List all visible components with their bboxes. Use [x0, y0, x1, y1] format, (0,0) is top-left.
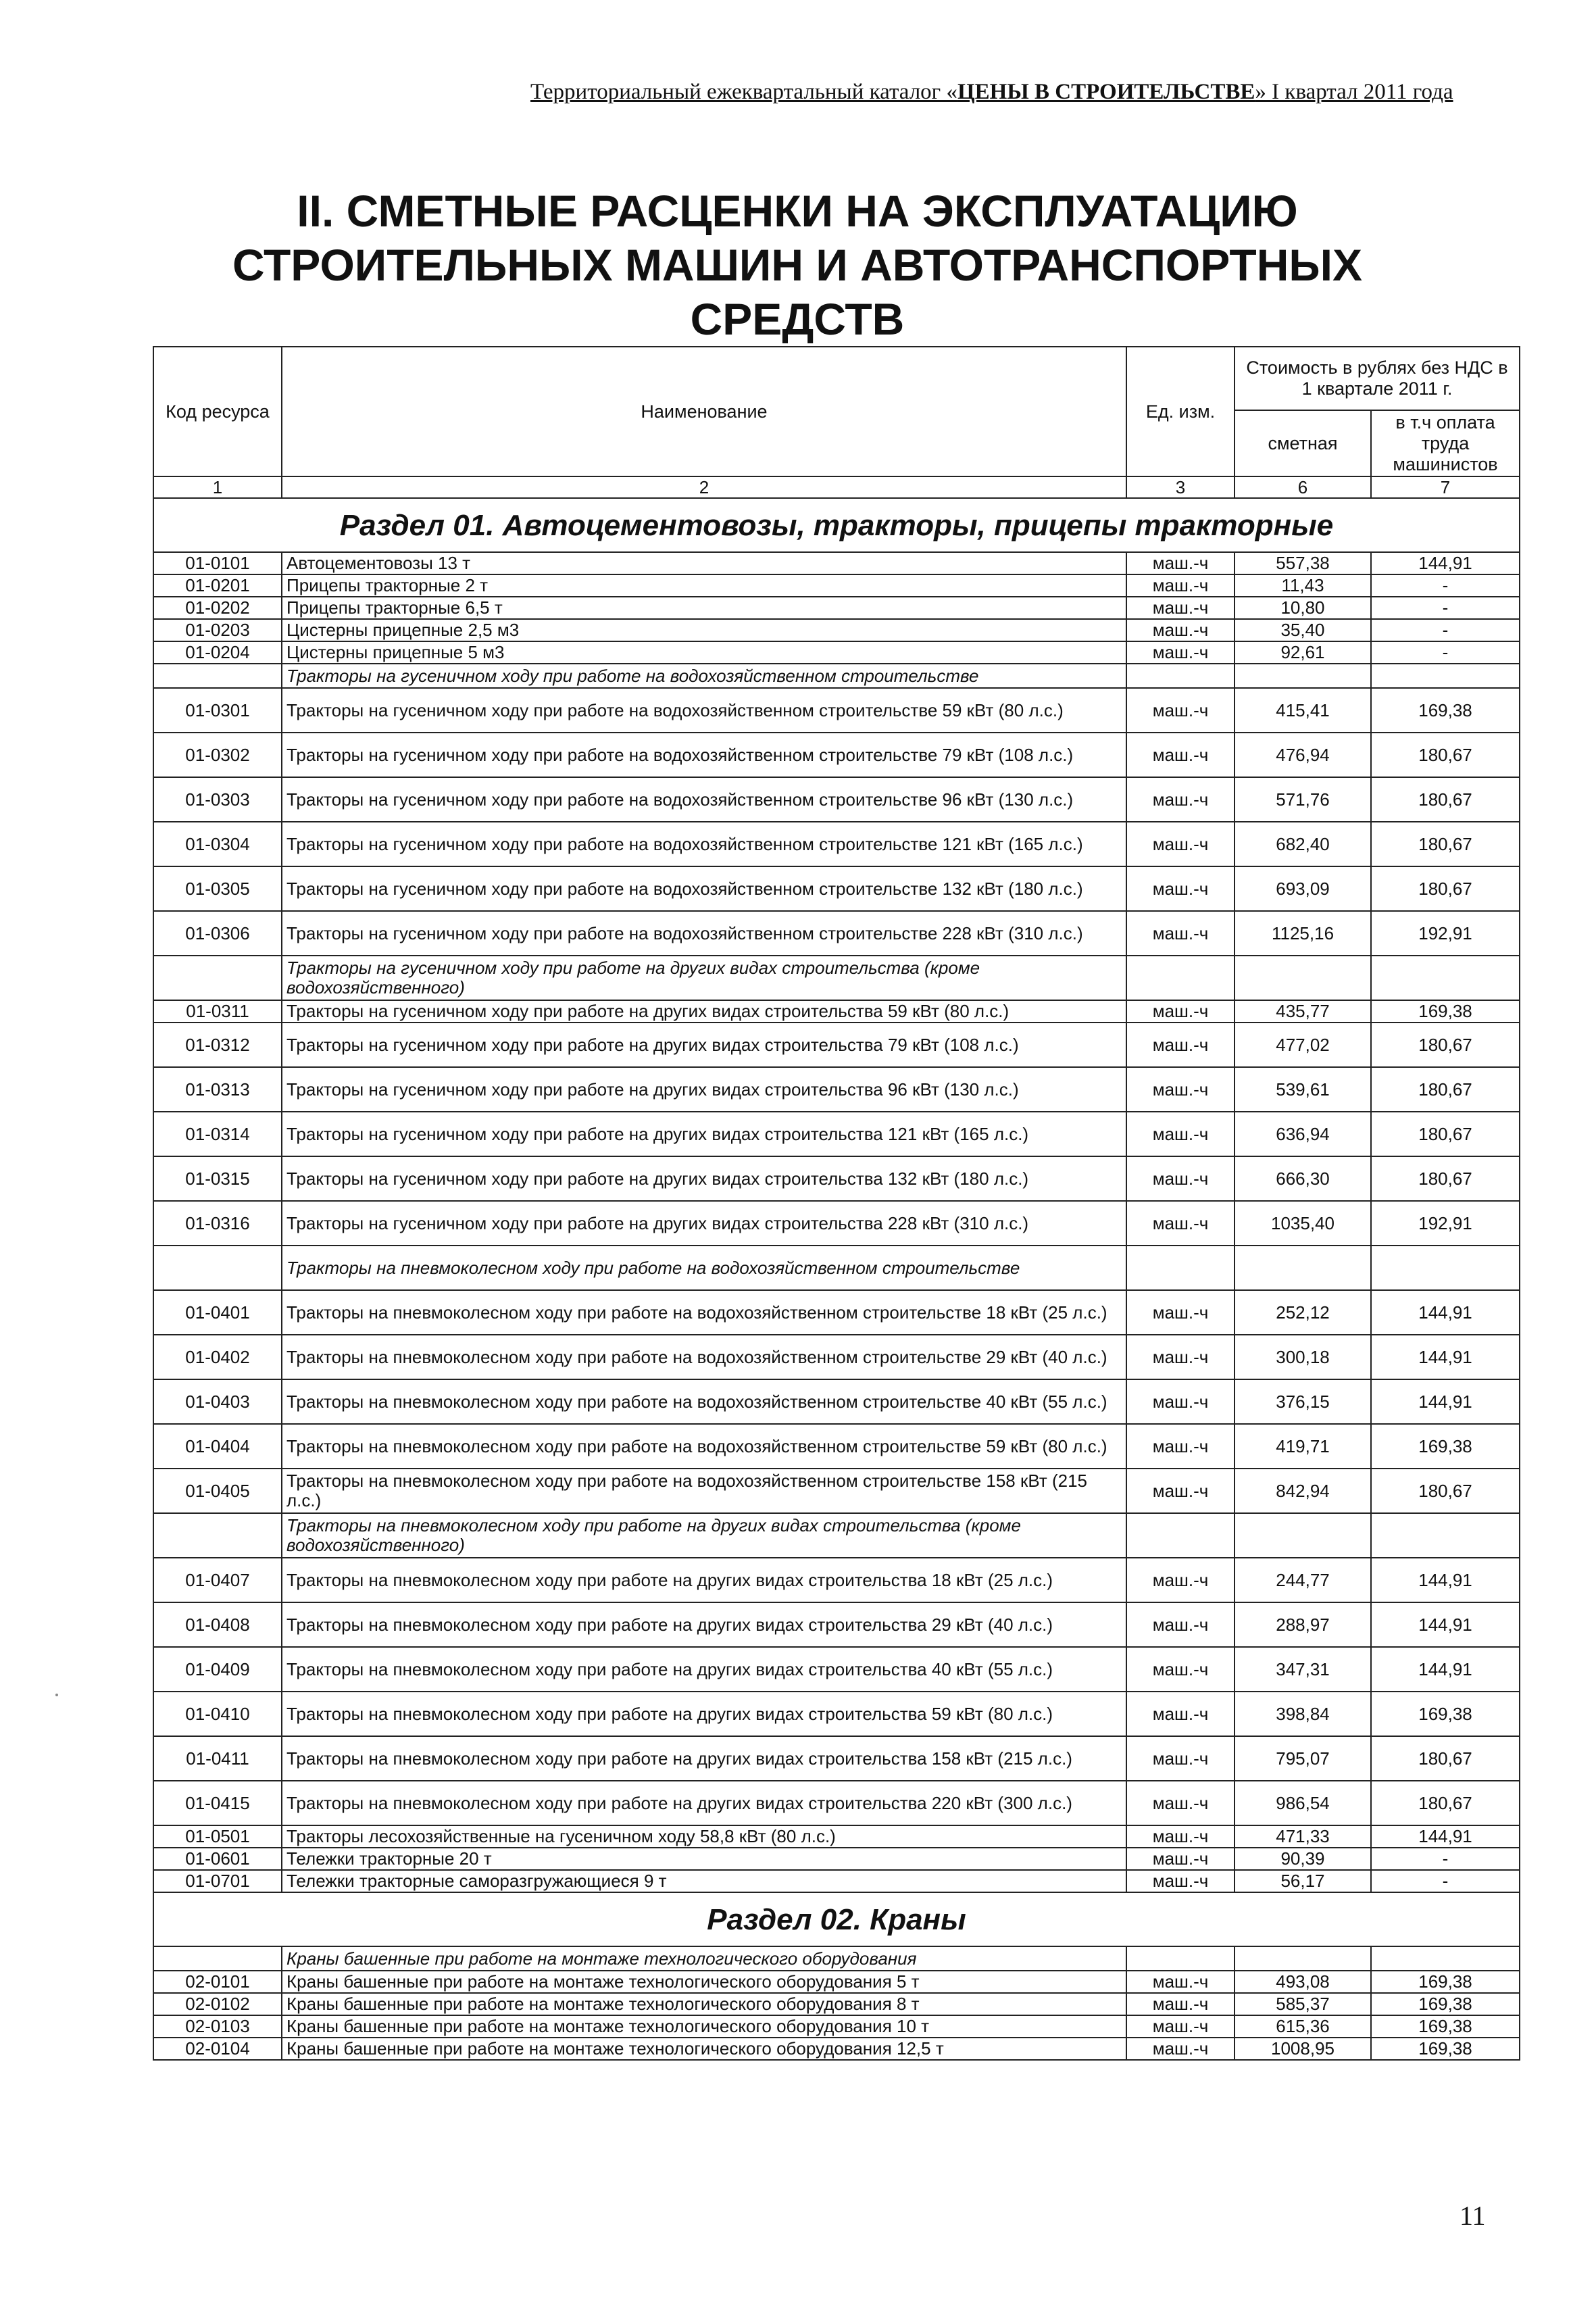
- unit: маш.-ч: [1126, 1156, 1235, 1201]
- estimate-price: 11,43: [1235, 574, 1371, 597]
- resource-name: Тракторы на пневмоколесном ходу при работе на водохозяйственном строительстве 29 кВт (40 л.с.): [282, 1335, 1126, 1379]
- table-row: [153, 1825, 1520, 1848]
- estimate-price: 92,61: [1235, 641, 1371, 664]
- resource-name: Тракторы на гусеничном ходу при работе на других видах строительства 228 кВт (310 л.с.): [282, 1201, 1126, 1246]
- unit: маш.-ч: [1126, 1870, 1235, 1892]
- labor-cost: 144,91: [1371, 552, 1520, 574]
- table-row: [153, 688, 1520, 733]
- resource-name: Тракторы на гусеничном ходу при работе на водохозяйственном строительстве 59 кВт (80 л.с.): [282, 688, 1126, 733]
- resource-name: Автоцементовозы 13 т: [282, 552, 1126, 574]
- unit: маш.-ч: [1126, 777, 1235, 822]
- resource-code: 01-0203: [153, 619, 282, 641]
- unit: маш.-ч: [1126, 1469, 1235, 1513]
- resource-name: Тракторы на гусеничном ходу при работе на водохозяйственном строительстве 132 кВт (180 л.с.): [282, 866, 1126, 911]
- unit: маш.-ч: [1126, 1023, 1235, 1067]
- resource-name: Тракторы на пневмоколесном ходу при работе на водохозяйственном строительстве 59 кВт (80 л.с.): [282, 1424, 1126, 1469]
- labor-cost: 169,38: [1371, 1971, 1520, 1993]
- unit: маш.-ч: [1126, 1290, 1235, 1335]
- table-row: [153, 1848, 1520, 1870]
- subgroup-empty-cell: [1235, 664, 1371, 688]
- header-cost-group: Стоимость в рублях без НДС в 1 квартале 2011 г.: [1235, 347, 1520, 410]
- header-unit: Ед. изм.: [1126, 347, 1235, 476]
- labor-cost: -: [1371, 641, 1520, 664]
- table-row: [153, 2038, 1520, 2060]
- table-row: [153, 1558, 1520, 1602]
- col-number: 3: [1126, 476, 1235, 498]
- resource-name: Краны башенные при работе на монтаже технологического оборудования 8 т: [282, 1993, 1126, 2015]
- table-row: [153, 1335, 1520, 1379]
- resource-code: 01-0306: [153, 911, 282, 956]
- unit: маш.-ч: [1126, 552, 1235, 574]
- labor-cost: 192,91: [1371, 1201, 1520, 1246]
- resource-name: Тракторы на гусеничном ходу при работе на водохозяйственном строительстве 121 кВт (165 л.с.): [282, 822, 1126, 866]
- resource-code: 01-0701: [153, 1870, 282, 1892]
- subgroup-empty-cell: [1371, 1513, 1520, 1558]
- resource-name: Тракторы на гусеничном ходу при работе на других видах строительства 96 кВт (130 л.с.): [282, 1067, 1126, 1112]
- unit: маш.-ч: [1126, 1848, 1235, 1870]
- labor-cost: 192,91: [1371, 911, 1520, 956]
- unit: маш.-ч: [1126, 1993, 1235, 2015]
- header-name: Наименование: [282, 347, 1126, 476]
- table-row: [153, 1023, 1520, 1067]
- estimate-price: 1125,16: [1235, 911, 1371, 956]
- resource-code: 01-0303: [153, 777, 282, 822]
- table-row: [153, 1379, 1520, 1424]
- unit: маш.-ч: [1126, 1558, 1235, 1602]
- labor-cost: -: [1371, 1870, 1520, 1892]
- labor-cost: 180,67: [1371, 1156, 1520, 1201]
- unit: маш.-ч: [1126, 574, 1235, 597]
- table-row: [153, 1469, 1520, 1513]
- subgroup-empty-cell: [1126, 1246, 1235, 1290]
- resource-name: Краны башенные при работе на монтаже технологического оборудования 5 т: [282, 1971, 1126, 1993]
- resource-code: 01-0408: [153, 1602, 282, 1647]
- table-row: [153, 1201, 1520, 1246]
- subgroup-empty-cell: [153, 1246, 282, 1290]
- unit: маш.-ч: [1126, 597, 1235, 619]
- subgroup-row: [153, 1946, 1520, 1971]
- estimate-price: 415,41: [1235, 688, 1371, 733]
- unit: маш.-ч: [1126, 1112, 1235, 1156]
- estimate-price: 435,77: [1235, 1000, 1371, 1023]
- resource-name: Тракторы на пневмоколесном ходу при работе на других видах строительства 18 кВт (25 л.с.): [282, 1558, 1126, 1602]
- subgroup-empty-cell: [1235, 1513, 1371, 1558]
- subgroup-title: Тракторы на пневмоколесном ходу при работе на водохозяйственном строительстве: [282, 1246, 1126, 1290]
- subgroup-empty-cell: [1371, 1946, 1520, 1971]
- table-row: [153, 641, 1520, 664]
- estimate-price: 986,54: [1235, 1781, 1371, 1825]
- resource-code: 01-0403: [153, 1379, 282, 1424]
- estimate-price: 682,40: [1235, 822, 1371, 866]
- resource-code: 01-0501: [153, 1825, 282, 1848]
- table-row: [153, 866, 1520, 911]
- resource-code: 01-0311: [153, 1000, 282, 1023]
- unit: маш.-ч: [1126, 2038, 1235, 2060]
- estimate-price: 1035,40: [1235, 1201, 1371, 1246]
- unit: маш.-ч: [1126, 2015, 1235, 2038]
- subgroup-empty-cell: [1126, 664, 1235, 688]
- labor-cost: 169,38: [1371, 1424, 1520, 1469]
- resource-code: 01-0201: [153, 574, 282, 597]
- labor-cost: 180,67: [1371, 1067, 1520, 1112]
- resource-name: Тележки тракторные саморазгружающиеся 9 т: [282, 1870, 1126, 1892]
- estimate-price: 636,94: [1235, 1112, 1371, 1156]
- resource-name: Тракторы на гусеничном ходу при работе на других видах строительства 59 кВт (80 л.с.): [282, 1000, 1126, 1023]
- resource-code: 01-0601: [153, 1848, 282, 1870]
- header-labor: в т.ч оплата труда машинистов: [1371, 410, 1520, 476]
- unit: маш.-ч: [1126, 1067, 1235, 1112]
- resource-code: 02-0104: [153, 2038, 282, 2060]
- page-number: 11: [1460, 2200, 1486, 2231]
- subgroup-empty-cell: [1235, 956, 1371, 1000]
- resource-name: Тракторы на пневмоколесном ходу при работе на водохозяйственном строительстве 40 кВт (55 л.с.): [282, 1379, 1126, 1424]
- resource-code: 01-0410: [153, 1692, 282, 1736]
- labor-cost: 180,67: [1371, 1781, 1520, 1825]
- unit: маш.-ч: [1126, 1825, 1235, 1848]
- table-row: [153, 1647, 1520, 1692]
- subgroup-title: Тракторы на гусеничном ходу при работе на водохозяйственном строительстве: [282, 664, 1126, 688]
- estimate-price: 244,77: [1235, 1558, 1371, 1602]
- estimate-price: 795,07: [1235, 1736, 1371, 1781]
- subgroup-empty-cell: [1371, 956, 1520, 1000]
- unit: маш.-ч: [1126, 822, 1235, 866]
- resource-code: 01-0301: [153, 688, 282, 733]
- resource-name: Прицепы тракторные 6,5 т: [282, 597, 1126, 619]
- resource-name: Тракторы на пневмоколесном ходу при работе на других видах строительства 29 кВт (40 л.с.): [282, 1602, 1126, 1647]
- labor-cost: 144,91: [1371, 1825, 1520, 1848]
- header-code: Код ресурса: [153, 347, 282, 476]
- col-number: 7: [1371, 476, 1520, 498]
- resource-code: 01-0312: [153, 1023, 282, 1067]
- estimate-price: 493,08: [1235, 1971, 1371, 1993]
- table-row: [153, 574, 1520, 597]
- resource-name: Тракторы на гусеничном ходу при работе на других видах строительства 79 кВт (108 л.с.): [282, 1023, 1126, 1067]
- table-row: [153, 911, 1520, 956]
- resource-code: 01-0302: [153, 733, 282, 777]
- labor-cost: 180,67: [1371, 1112, 1520, 1156]
- table-row: [153, 1067, 1520, 1112]
- subgroup-title: Тракторы на гусеничном ходу при работе на других видах строительства (кроме водохозяйственного): [282, 956, 1126, 1000]
- labor-cost: 169,38: [1371, 1993, 1520, 2015]
- section-header-row: [153, 1892, 1520, 1946]
- table-row: [153, 597, 1520, 619]
- subgroup-empty-cell: [1235, 1246, 1371, 1290]
- estimate-price: 300,18: [1235, 1335, 1371, 1379]
- resource-name: Тракторы на пневмоколесном ходу при работе на водохозяйственном строительстве 18 кВт (25 л.с.): [282, 1290, 1126, 1335]
- labor-cost: -: [1371, 597, 1520, 619]
- estimate-price: 615,36: [1235, 2015, 1371, 2038]
- estimate-price: 376,15: [1235, 1379, 1371, 1424]
- table-row: [153, 1971, 1520, 1993]
- labor-cost: 180,67: [1371, 1469, 1520, 1513]
- table-row: [153, 822, 1520, 866]
- subgroup-row: [153, 664, 1520, 688]
- estimate-price: 398,84: [1235, 1692, 1371, 1736]
- labor-cost: 144,91: [1371, 1290, 1520, 1335]
- labor-cost: 169,38: [1371, 688, 1520, 733]
- resource-name: Тракторы на гусеничном ходу при работе на водохозяйственном строительстве 96 кВт (130 л.с.): [282, 777, 1126, 822]
- resource-name: Тракторы на пневмоколесном ходу при работе на других видах строительства 59 кВт (80 л.с.): [282, 1692, 1126, 1736]
- estimate-price: 477,02: [1235, 1023, 1371, 1067]
- unit: маш.-ч: [1126, 619, 1235, 641]
- resource-name: Тракторы на пневмоколесном ходу при работе на других видах строительства 158 кВт (215 л.с.): [282, 1736, 1126, 1781]
- labor-cost: 169,38: [1371, 2038, 1520, 2060]
- rates-body: [153, 498, 1520, 2060]
- resource-code: 01-0407: [153, 1558, 282, 1602]
- subgroup-empty-cell: [1126, 956, 1235, 1000]
- resource-code: 02-0103: [153, 2015, 282, 2038]
- estimate-price: 557,38: [1235, 552, 1371, 574]
- table-row: [153, 777, 1520, 822]
- resource-code: 02-0102: [153, 1993, 282, 2015]
- resource-code: 02-0101: [153, 1971, 282, 1993]
- estimate-price: 90,39: [1235, 1848, 1371, 1870]
- estimate-price: 539,61: [1235, 1067, 1371, 1112]
- resource-name: Тележки тракторные 20 т: [282, 1848, 1126, 1870]
- estimate-price: 693,09: [1235, 866, 1371, 911]
- estimate-price: 585,37: [1235, 1993, 1371, 2015]
- resource-name: Цистерны прицепные 2,5 м3: [282, 619, 1126, 641]
- col-number: 2: [282, 476, 1126, 498]
- labor-cost: -: [1371, 1848, 1520, 1870]
- estimate-price: 476,94: [1235, 733, 1371, 777]
- resource-code: 01-0409: [153, 1647, 282, 1692]
- resource-name: Тракторы на гусеничном ходу при работе на других видах строительства 132 кВт (180 л.с.): [282, 1156, 1126, 1201]
- labor-cost: -: [1371, 619, 1520, 641]
- table-row: [153, 1424, 1520, 1469]
- header-estimate: сметная: [1235, 410, 1371, 476]
- header-period: » I квартал 2011 года: [1255, 80, 1453, 104]
- scan-speck: [55, 1694, 58, 1696]
- header-catalog-name: ЦЕНЫ В СТРОИТЕЛЬСТВЕ: [957, 80, 1255, 104]
- labor-cost: 144,91: [1371, 1558, 1520, 1602]
- resource-code: 01-0101: [153, 552, 282, 574]
- unit: маш.-ч: [1126, 1736, 1235, 1781]
- resource-name: Прицепы тракторные 2 т: [282, 574, 1126, 597]
- labor-cost: 180,67: [1371, 866, 1520, 911]
- labor-cost: 180,67: [1371, 822, 1520, 866]
- resource-code: 01-0202: [153, 597, 282, 619]
- estimate-price: 666,30: [1235, 1156, 1371, 1201]
- unit: маш.-ч: [1126, 1781, 1235, 1825]
- section-title: Раздел 02. Краны: [153, 1892, 1520, 1946]
- estimate-price: 252,12: [1235, 1290, 1371, 1335]
- estimate-price: 419,71: [1235, 1424, 1371, 1469]
- labor-cost: 144,91: [1371, 1647, 1520, 1692]
- table-row: [153, 619, 1520, 641]
- labor-cost: 144,91: [1371, 1602, 1520, 1647]
- labor-cost: 180,67: [1371, 777, 1520, 822]
- subgroup-empty-cell: [153, 664, 282, 688]
- labor-cost: 169,38: [1371, 1000, 1520, 1023]
- table-row: [153, 1000, 1520, 1023]
- subgroup-empty-cell: [1371, 1246, 1520, 1290]
- subgroup-empty-cell: [153, 956, 282, 1000]
- estimate-price: 1008,95: [1235, 2038, 1371, 2060]
- unit: маш.-ч: [1126, 1971, 1235, 1993]
- labor-cost: 169,38: [1371, 1692, 1520, 1736]
- unit: маш.-ч: [1126, 1000, 1235, 1023]
- resource-code: 01-0405: [153, 1469, 282, 1513]
- resource-code: 01-0404: [153, 1424, 282, 1469]
- resource-code: 01-0313: [153, 1067, 282, 1112]
- col-number: 6: [1235, 476, 1371, 498]
- subgroup-row: [153, 1513, 1520, 1558]
- table-row: [153, 1993, 1520, 2015]
- unit: маш.-ч: [1126, 1201, 1235, 1246]
- table-row: [153, 1870, 1520, 1892]
- table-row: [153, 1692, 1520, 1736]
- subgroup-title: Тракторы на пневмоколесном ходу при работе на других видах строительства (кроме водохозяйственного): [282, 1513, 1126, 1558]
- table-row: [153, 2015, 1520, 2038]
- subgroup-empty-cell: [153, 1946, 282, 1971]
- subgroup-empty-cell: [1371, 664, 1520, 688]
- resource-code: 01-0411: [153, 1736, 282, 1781]
- col-number: 1: [153, 476, 282, 498]
- unit: маш.-ч: [1126, 688, 1235, 733]
- resource-code: 01-0316: [153, 1201, 282, 1246]
- estimate-price: 347,31: [1235, 1647, 1371, 1692]
- unit: маш.-ч: [1126, 1335, 1235, 1379]
- resource-code: 01-0314: [153, 1112, 282, 1156]
- subgroup-title: Краны башенные при работе на монтаже технологического оборудования: [282, 1946, 1126, 1971]
- resource-code: 01-0305: [153, 866, 282, 911]
- section-header-row: [153, 498, 1520, 552]
- table-row: [153, 1290, 1520, 1335]
- resource-name: Краны башенные при работе на монтаже технологического оборудования 10 т: [282, 2015, 1126, 2038]
- resource-name: Тракторы на гусеничном ходу при работе на других видах строительства 121 кВт (165 л.с.): [282, 1112, 1126, 1156]
- estimate-price: 471,33: [1235, 1825, 1371, 1848]
- resource-name: Краны башенные при работе на монтаже технологического оборудования 12,5 т: [282, 2038, 1126, 2060]
- rates-table: [153, 346, 1520, 2061]
- table-row: [153, 552, 1520, 574]
- resource-code: 01-0415: [153, 1781, 282, 1825]
- resource-code: 01-0304: [153, 822, 282, 866]
- labor-cost: 144,91: [1371, 1379, 1520, 1424]
- table-row: [153, 1156, 1520, 1201]
- resource-name: Тракторы на гусеничном ходу при работе на водохозяйственном строительстве 79 кВт (108 л.с.): [282, 733, 1126, 777]
- unit: маш.-ч: [1126, 733, 1235, 777]
- table-row: [153, 1602, 1520, 1647]
- estimate-price: 35,40: [1235, 619, 1371, 641]
- subgroup-empty-cell: [1235, 1946, 1371, 1971]
- unit: маш.-ч: [1126, 1379, 1235, 1424]
- estimate-price: 10,80: [1235, 597, 1371, 619]
- labor-cost: 180,67: [1371, 1736, 1520, 1781]
- resource-name: Тракторы на гусеничном ходу при работе на водохозяйственном строительстве 228 кВт (310 л.с.): [282, 911, 1126, 956]
- resource-name: Тракторы на пневмоколесном ходу при работе на других видах строительства 220 кВт (300 л.с.): [282, 1781, 1126, 1825]
- section-title: Раздел 01. Автоцементовозы, тракторы, прицепы тракторные: [153, 498, 1520, 552]
- labor-cost: 169,38: [1371, 2015, 1520, 2038]
- estimate-price: 288,97: [1235, 1602, 1371, 1647]
- labor-cost: 144,91: [1371, 1335, 1520, 1379]
- unit: маш.-ч: [1126, 866, 1235, 911]
- header-text: Территориальный ежеквартальный каталог «: [530, 80, 957, 104]
- estimate-price: 842,94: [1235, 1469, 1371, 1513]
- resource-code: 01-0315: [153, 1156, 282, 1201]
- table-row: [153, 1781, 1520, 1825]
- labor-cost: 180,67: [1371, 733, 1520, 777]
- table-row: [153, 733, 1520, 777]
- resource-code: 01-0401: [153, 1290, 282, 1335]
- unit: маш.-ч: [1126, 1602, 1235, 1647]
- labor-cost: 180,67: [1371, 1023, 1520, 1067]
- page-header: [530, 80, 1503, 105]
- subgroup-row: [153, 1246, 1520, 1290]
- unit: маш.-ч: [1126, 1692, 1235, 1736]
- resource-name: Тракторы лесохозяйственные на гусеничном ходу 58,8 кВт (80 л.с.): [282, 1825, 1126, 1848]
- unit: маш.-ч: [1126, 1424, 1235, 1469]
- unit: маш.-ч: [1126, 641, 1235, 664]
- labor-cost: -: [1371, 574, 1520, 597]
- unit: маш.-ч: [1126, 1647, 1235, 1692]
- table-row: [153, 1736, 1520, 1781]
- resource-code: 01-0402: [153, 1335, 282, 1379]
- unit: маш.-ч: [1126, 911, 1235, 956]
- subgroup-row: [153, 956, 1520, 1000]
- subgroup-empty-cell: [1126, 1946, 1235, 1971]
- estimate-price: 56,17: [1235, 1870, 1371, 1892]
- table-row: [153, 1112, 1520, 1156]
- page-title: II. СМЕТНЫЕ РАСЦЕНКИ НА ЭКСПЛУАТАЦИЮ СТРОИТЕЛЬНЫХ МАШИН И АВТОТРАНСПОРТНЫХ СРЕДСТВ: [232, 186, 1363, 344]
- subgroup-empty-cell: [1126, 1513, 1235, 1558]
- resource-name: Тракторы на пневмоколесном ходу при работе на водохозяйственном строительстве 158 кВт (215 л.с.): [282, 1469, 1126, 1513]
- subgroup-empty-cell: [153, 1513, 282, 1558]
- resource-name: Тракторы на пневмоколесном ходу при работе на других видах строительства 40 кВт (55 л.с.): [282, 1647, 1126, 1692]
- resource-code: 01-0204: [153, 641, 282, 664]
- estimate-price: 571,76: [1235, 777, 1371, 822]
- resource-name: Цистерны прицепные 5 м3: [282, 641, 1126, 664]
